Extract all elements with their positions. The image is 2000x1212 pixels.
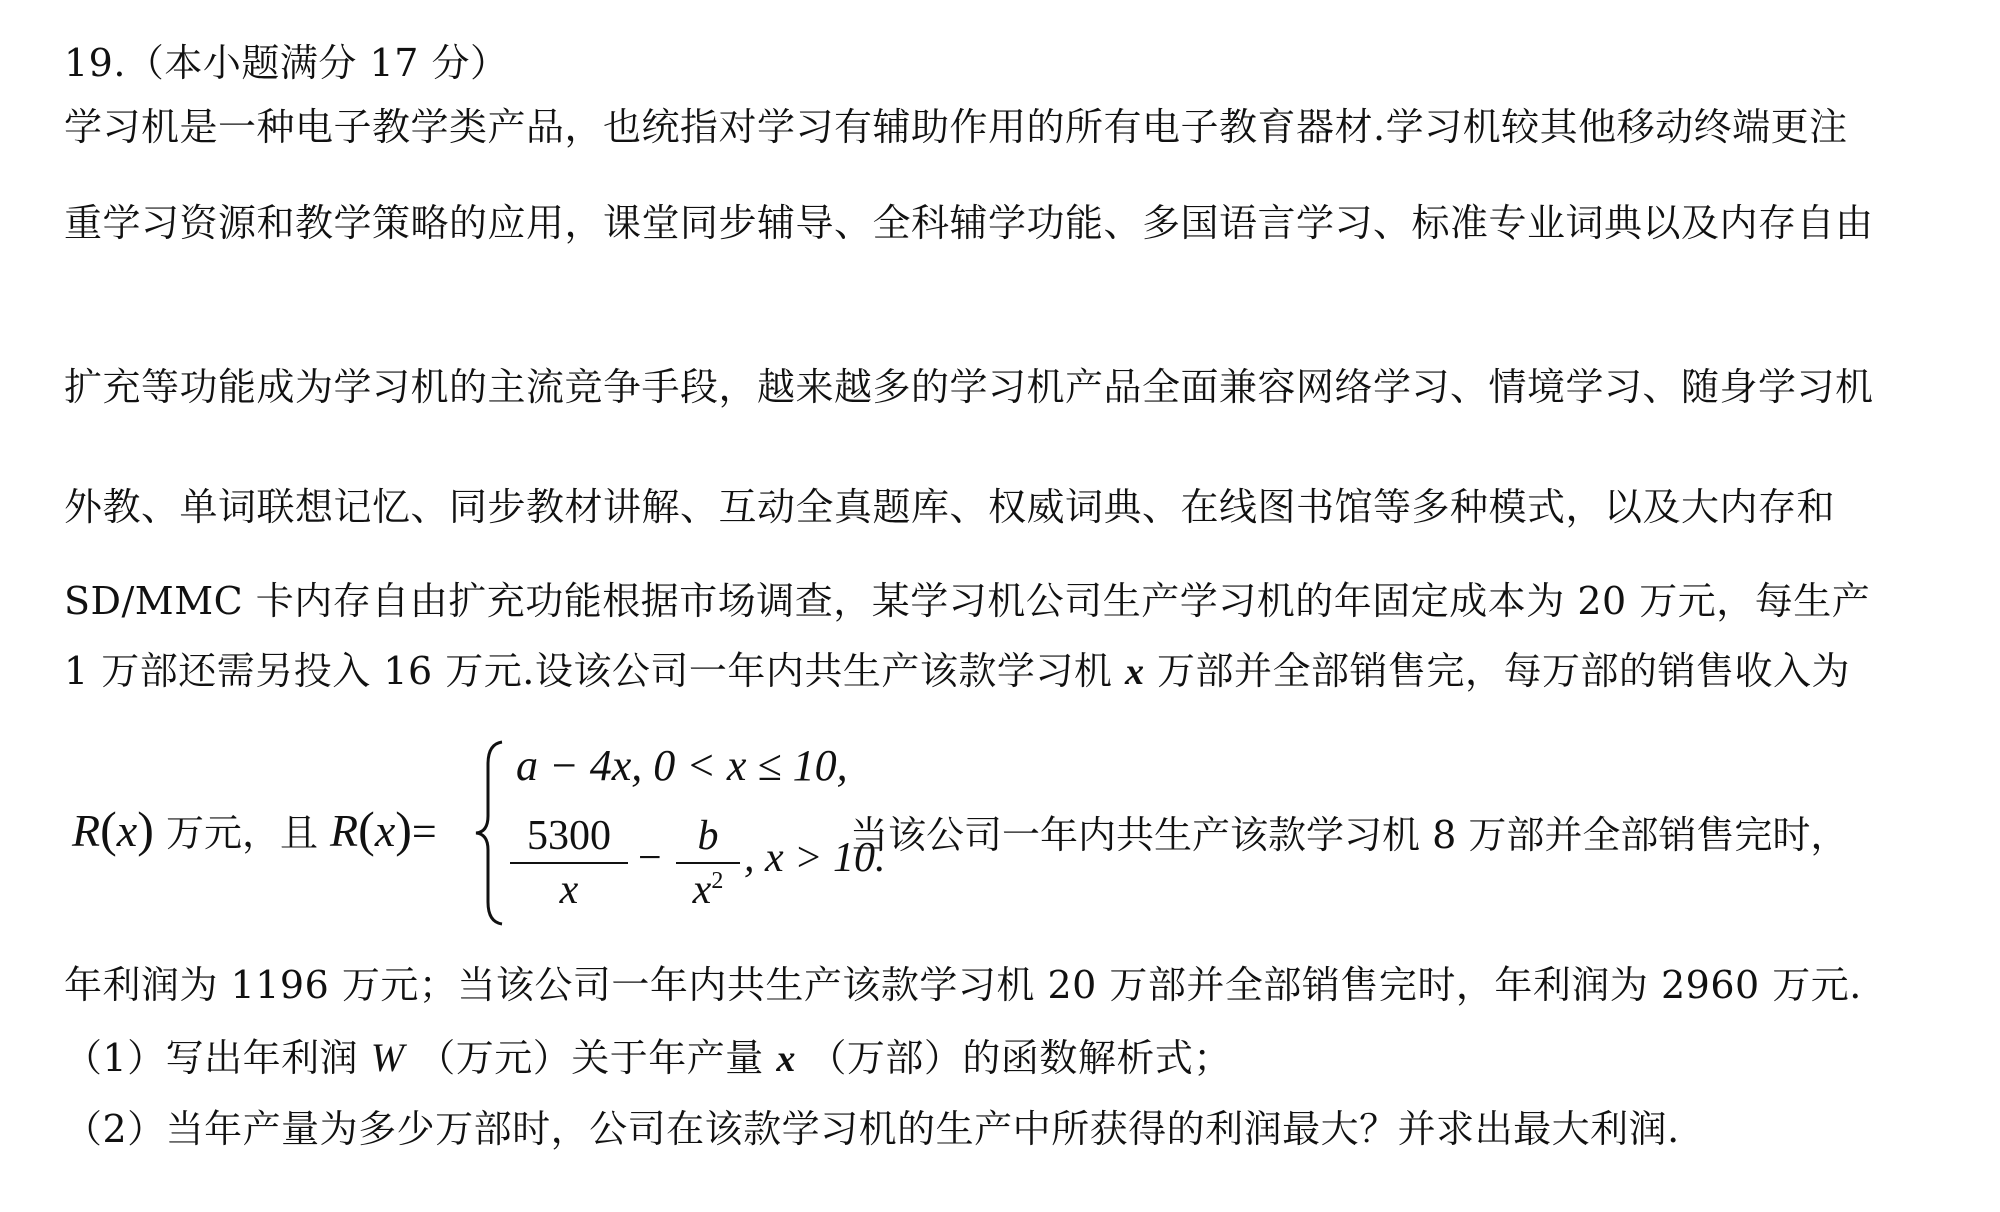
paragraph-line-1: 学习机是一种电子教学类产品，也统指对学习有辅助作用的所有电子教育器材.学习机较其他移动终端更注 xyxy=(64,105,1848,149)
paren-open: ( xyxy=(100,801,117,857)
func-var-2: x xyxy=(374,805,396,856)
formula-lead xyxy=(72,800,437,858)
paragraph-line-2: 重学习资源和教学策略的应用，课堂同步辅导、全科辅学功能、多国语言学习、标准专业词典以及内存自由 xyxy=(64,201,1874,245)
frac2-numerator: b xyxy=(697,813,719,859)
variable-x: x xyxy=(1124,651,1145,693)
frac2-denominator xyxy=(676,866,740,914)
question-header: 19.（本小题满分 17 分） xyxy=(64,41,509,85)
variable-x-2: x xyxy=(776,1038,796,1080)
formula-tail-text: 当该公司一年内共生产该款学习机 8 万部并全部销售完时， xyxy=(850,813,1849,857)
frac2-bar xyxy=(676,862,740,864)
line6-suffix: 万部并全部销售完，每万部的销售收入为 xyxy=(1157,649,1851,693)
sub1-prefix: （1）写出年利润 xyxy=(64,1036,359,1080)
paren-open-2: ( xyxy=(358,801,375,857)
paragraph-line-9: 年利润为 1196 万元；当该公司一年内共生产该款学习机 20 万部并全部销售完时，年利润为 2960 万元. xyxy=(64,963,1862,1007)
piecewise-brace xyxy=(470,738,510,928)
fraction-5300-over-x xyxy=(510,812,628,914)
paren-close: ) xyxy=(137,801,154,857)
frac1-denominator: x xyxy=(559,867,579,913)
sub1-mid: （万元）关于年产量 xyxy=(417,1036,764,1080)
func-R-2: R xyxy=(330,805,359,856)
paragraph-line-6 xyxy=(64,649,1851,693)
sub-question-1 xyxy=(64,1035,1232,1080)
sub1-suffix: （万部）的函数解析式； xyxy=(808,1036,1232,1080)
formula-lead-text: 万元，且 xyxy=(165,811,318,855)
paragraph-line-3: 扩充等功能成为学习机的主流竞争手段，越来越多的学习机产品全面兼容网络学习、情境学习、随身学习机 xyxy=(64,365,1874,409)
paragraph-line-5: SD/MMC 卡内存自由扩充功能根据市场调查，某学习机公司生产学习机的年固定成本为 20 万元，每生产 xyxy=(64,579,1871,623)
sub-question-2: （2）当年产量为多少万部时，公司在该款学习机的生产中所获得的利润最大？并求出最大利润. xyxy=(64,1107,1680,1151)
case2-minus: − xyxy=(638,835,662,881)
func-var: x xyxy=(116,805,138,856)
frac2-den-var: x xyxy=(692,867,712,913)
paren-close-2: ) xyxy=(395,801,412,857)
func-R: R xyxy=(72,805,101,856)
paragraph-line-4: 外教、单词联想记忆、同步教材讲解、互动全真题库、权威词典、在线图书馆等多种模式，以及大内存和 xyxy=(64,485,1836,529)
case1-expression: a − 4x, 0 < x ≤ 10, xyxy=(516,741,848,790)
piecewise-case-1 xyxy=(516,740,848,791)
piecewise-case-2-condition: , x > 10. xyxy=(744,835,886,881)
equals-sign: = xyxy=(411,807,437,856)
frac1-bar xyxy=(510,862,628,864)
variable-W: W xyxy=(370,1035,405,1080)
frac1-numerator: 5300 xyxy=(527,813,611,859)
frac2-exponent: 2 xyxy=(711,868,724,894)
revenue-formula xyxy=(64,738,1964,928)
fraction-b-over-x2 xyxy=(676,812,740,914)
line6-prefix: 1 万部还需另投入 16 万元.设该公司一年内共生产该款学习机 xyxy=(64,649,1113,693)
